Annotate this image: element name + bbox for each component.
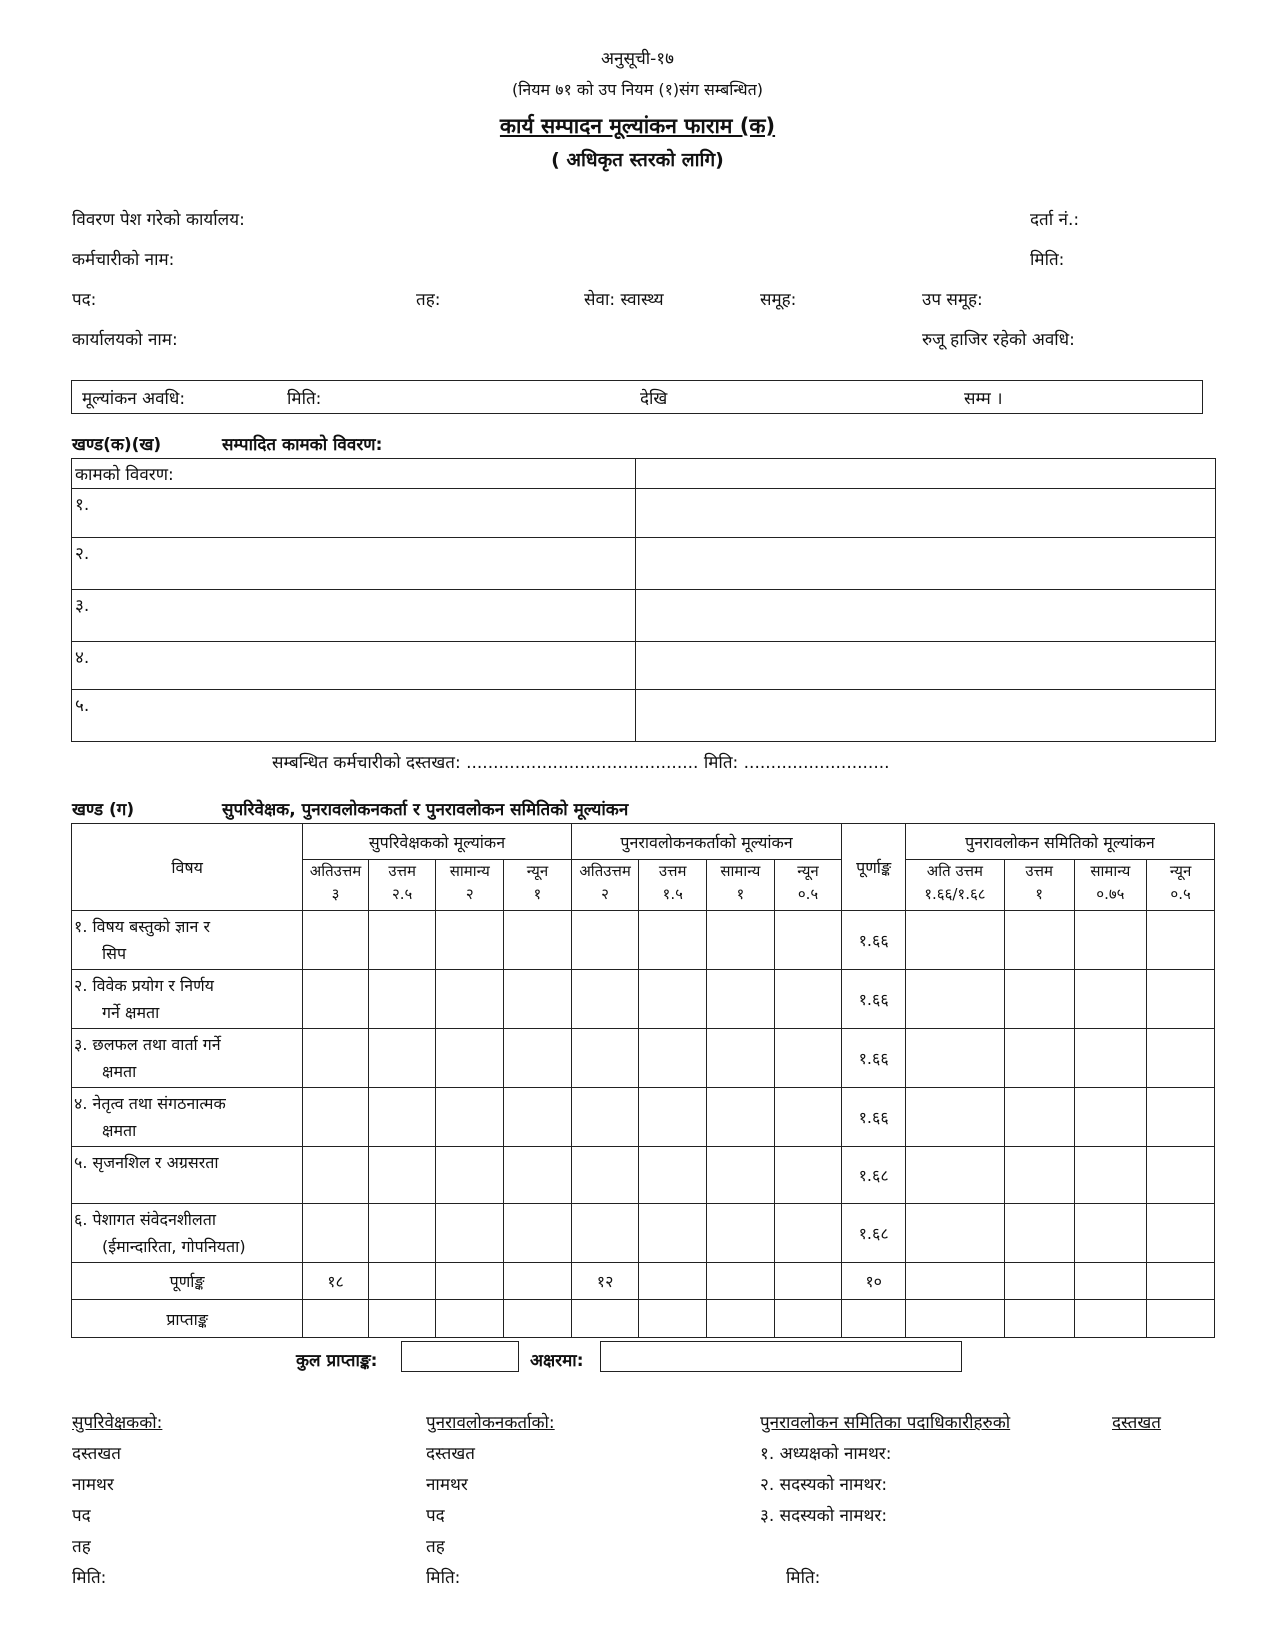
- score-cell[interactable]: [303, 1029, 369, 1088]
- score-cell[interactable]: [436, 1088, 504, 1147]
- level-label: तह:: [416, 290, 441, 310]
- section-ga-title: सुपरिवेक्षक, पुनरावलोकनकर्ता र पुनरावलोकन समितिको मूल्यांकन: [222, 800, 629, 820]
- reviewer-post: पद: [426, 1506, 445, 1526]
- score-cell[interactable]: [303, 1088, 369, 1147]
- supervisor-total: १८: [303, 1263, 369, 1300]
- work-row-number: २.: [72, 538, 636, 590]
- committee-score-cell[interactable]: [1004, 911, 1074, 970]
- supervisor-evaluation-header: सुपरिवेक्षकको मूल्यांकन: [303, 824, 572, 860]
- score-cell[interactable]: [571, 1204, 639, 1263]
- committee-score-cell[interactable]: [1004, 1147, 1074, 1204]
- row-full-marks: १.६८: [842, 1204, 906, 1263]
- table-row: [72, 1147, 1215, 1204]
- supervisor-col-good: उत्तम २.५: [368, 860, 436, 911]
- score-cell[interactable]: [639, 911, 707, 970]
- evaluation-subject: २. विवेक प्रयोग र निर्णय गर्ने क्षमता: [72, 970, 303, 1029]
- supervisor-date: मिति:: [72, 1568, 107, 1588]
- evaluation-subject: ६. पेशागत संवेदनशीलता (ईमान्दारिता, गोपनियता): [72, 1204, 303, 1263]
- score-cell[interactable]: [436, 1147, 504, 1204]
- work-row-number: १.: [72, 489, 636, 538]
- reviewer-signature: दस्तखत: [426, 1444, 475, 1464]
- score-cell[interactable]: [639, 1029, 707, 1088]
- reviewer-col-low: न्यून ०.५: [774, 860, 842, 911]
- score-cell[interactable]: [368, 1147, 436, 1204]
- score-cell[interactable]: [774, 1147, 842, 1204]
- supervisor-signature: दस्तखत: [72, 1444, 121, 1464]
- subgroup-label: उप समूह:: [922, 290, 983, 310]
- table-row: [72, 1088, 1215, 1147]
- committee-col-average: सामान्य ०.७५: [1074, 860, 1147, 911]
- reviewer-signature-heading: पुनरावलोकनकर्ताको:: [426, 1413, 555, 1433]
- row-full-marks: १.६६: [842, 911, 906, 970]
- obtained-marks-label: प्राप्ताङ्क: [72, 1300, 303, 1338]
- rule-reference: (नियम ७१ को उप नियम (१)संग सम्बन्धित): [512, 80, 763, 99]
- table-row: [72, 590, 1216, 642]
- score-cell[interactable]: [504, 1147, 572, 1204]
- score-cell[interactable]: [303, 911, 369, 970]
- score-cell[interactable]: [303, 1147, 369, 1204]
- office-submitted-label: विवरण पेश गरेको कार्यालय:: [72, 210, 245, 230]
- committee-score-cell[interactable]: [1147, 1147, 1215, 1204]
- work-description-header: कामको विवरण:: [72, 459, 636, 489]
- table-row: [72, 1029, 1215, 1088]
- score-cell[interactable]: [639, 1088, 707, 1147]
- registration-number-label: दर्ता नं.:: [1030, 210, 1080, 230]
- row-full-marks: १.६६: [842, 1088, 906, 1147]
- score-cell[interactable]: [571, 1088, 639, 1147]
- committee-col-low: न्यून ०.५: [1147, 860, 1215, 911]
- score-cell[interactable]: [436, 1029, 504, 1088]
- score-cell[interactable]: [774, 1204, 842, 1263]
- evaluation-subject: ४. नेतृत्व तथा संगठनात्मक क्षमता: [72, 1088, 303, 1147]
- committee-col-excellent: अति उत्तम १.६६/१.६८: [905, 860, 1004, 911]
- work-description-header-blank: [636, 459, 1216, 489]
- table-row: [72, 690, 1216, 742]
- supervisor-level: तह: [72, 1537, 91, 1557]
- work-row-number: ३.: [72, 590, 636, 642]
- committee-score-cell[interactable]: [1074, 1204, 1147, 1263]
- committee-score-cell[interactable]: [1074, 1147, 1147, 1204]
- committee-score-cell[interactable]: [1147, 1088, 1215, 1147]
- reviewer-evaluation-header: पुनरावलोकनकर्ताको मूल्यांकन: [571, 824, 842, 860]
- committee-score-cell[interactable]: [1147, 1029, 1215, 1088]
- work-row-detail[interactable]: [636, 538, 1216, 590]
- score-cell[interactable]: [639, 970, 707, 1029]
- committee-score-cell[interactable]: [905, 911, 1004, 970]
- office-name-label: कार्यालयको नाम:: [72, 330, 178, 350]
- total-obtained-label: कुल प्राप्ताङ्क:: [296, 1351, 378, 1371]
- committee-score-cell[interactable]: [1074, 1029, 1147, 1088]
- score-cell[interactable]: [504, 1029, 572, 1088]
- score-cell[interactable]: [436, 911, 504, 970]
- schedule-number: अनुसूची-१७: [601, 49, 674, 69]
- reviewer-col-good: उत्तम १.५: [639, 860, 707, 911]
- section-ga-code: खण्ड (ग): [72, 800, 135, 820]
- total-marks-label: पूर्णाङ्क: [72, 1263, 303, 1300]
- evaluation-period-box: [71, 380, 1203, 414]
- evaluation-period-from: देखि: [640, 389, 668, 409]
- score-cell[interactable]: [368, 1088, 436, 1147]
- score-cell[interactable]: [707, 911, 775, 970]
- table-row: [72, 911, 1215, 970]
- score-cell[interactable]: [504, 1204, 572, 1263]
- score-cell[interactable]: [707, 1029, 775, 1088]
- work-row-detail[interactable]: [636, 690, 1216, 742]
- committee-score-cell[interactable]: [905, 1204, 1004, 1263]
- employee-name-label: कर्मचारीको नाम:: [72, 250, 175, 270]
- score-cell[interactable]: [571, 970, 639, 1029]
- score-cell[interactable]: [368, 1204, 436, 1263]
- total-marks-row: [72, 1263, 1215, 1300]
- evaluation-subject: ३. छलफल तथा वार्ता गर्ने क्षमता: [72, 1029, 303, 1088]
- score-cell[interactable]: [436, 970, 504, 1029]
- evaluation-period-to: सम्म ।: [964, 389, 1003, 409]
- score-cell[interactable]: [639, 1147, 707, 1204]
- committee-score-cell[interactable]: [1147, 1204, 1215, 1263]
- work-row-number: ५.: [72, 690, 636, 742]
- form-title: कार्य सम्पादन मूल्यांकन फाराम (क): [499, 114, 776, 138]
- work-row-detail[interactable]: [636, 642, 1216, 690]
- committee-chair-name: १. अध्यक्षको नामथर:: [760, 1444, 892, 1464]
- score-cell[interactable]: [303, 970, 369, 1029]
- score-cell[interactable]: [368, 970, 436, 1029]
- score-cell[interactable]: [774, 1088, 842, 1147]
- table-row: [72, 489, 1216, 538]
- score-cell[interactable]: [571, 1147, 639, 1204]
- score-cell[interactable]: [639, 1204, 707, 1263]
- score-cell[interactable]: [707, 1204, 775, 1263]
- committee-score-cell[interactable]: [905, 970, 1004, 1029]
- committee-col-good: उत्तम १: [1004, 860, 1074, 911]
- evaluation-period-label: मूल्यांकन अवधि:: [82, 389, 186, 409]
- work-description-table: [71, 458, 1216, 742]
- section-kakha-code: खण्ड(क)(ख): [72, 435, 162, 455]
- score-cell[interactable]: [774, 911, 842, 970]
- in-words-input[interactable]: [600, 1341, 962, 1372]
- total-obtained-input[interactable]: [401, 1341, 519, 1372]
- evaluation-subject: ५. सृजनशिल र अग्रसरता: [72, 1147, 303, 1204]
- score-cell[interactable]: [571, 1029, 639, 1088]
- score-cell[interactable]: [571, 911, 639, 970]
- committee-member1-name: २. सदस्यको नामथर:: [760, 1475, 888, 1495]
- score-cell[interactable]: [504, 1088, 572, 1147]
- service-label: सेवा: स्वास्थ्य: [584, 290, 664, 310]
- work-row-detail[interactable]: [636, 590, 1216, 642]
- full-marks-header: पूर्णाङ्क: [842, 824, 906, 911]
- row-full-marks: १.६६: [842, 1029, 906, 1088]
- supervisor-signature-heading: सुपरिवेक्षकको:: [72, 1413, 163, 1433]
- committee-score-cell[interactable]: [1074, 1088, 1147, 1147]
- score-cell[interactable]: [368, 1029, 436, 1088]
- score-cell[interactable]: [303, 1204, 369, 1263]
- section-kakha-title: सम्पादित कामको विवरण:: [222, 435, 383, 455]
- post-label: पद:: [72, 290, 97, 310]
- full-marks-total: १०: [842, 1263, 906, 1300]
- score-cell[interactable]: [368, 911, 436, 970]
- form-subtitle: ( अधिकृत स्तरको लागि): [551, 149, 724, 171]
- work-row-number: ४.: [72, 642, 636, 690]
- in-words-label: अक्षरमा:: [530, 1351, 584, 1371]
- committee-score-cell[interactable]: [1004, 1088, 1074, 1147]
- score-cell[interactable]: [504, 970, 572, 1029]
- work-row-detail[interactable]: [636, 489, 1216, 538]
- committee-score-cell[interactable]: [905, 1147, 1004, 1204]
- committee-member2-name: ३. सदस्यको नामथर:: [760, 1506, 888, 1526]
- supervisor-post: पद: [72, 1506, 91, 1526]
- score-cell[interactable]: [774, 1029, 842, 1088]
- reviewer-col-excellent: अतिउत्तम २: [571, 860, 639, 911]
- date-label: मिति:: [1030, 250, 1065, 270]
- employee-signature-line: सम्बन्धित कर्मचारीको दस्तखत: ........................................... मिति: ...........................: [272, 753, 890, 773]
- committee-score-cell[interactable]: [1004, 970, 1074, 1029]
- committee-score-cell[interactable]: [1004, 1029, 1074, 1088]
- score-cell[interactable]: [707, 1088, 775, 1147]
- reviewer-name: नामथर: [426, 1475, 468, 1495]
- committee-date: मिति:: [786, 1568, 821, 1588]
- reviewer-date: मिति:: [426, 1568, 461, 1588]
- reviewer-level: तह: [426, 1537, 445, 1557]
- committee-score-cell[interactable]: [1147, 970, 1215, 1029]
- table-row: [72, 1204, 1215, 1263]
- score-cell[interactable]: [707, 1147, 775, 1204]
- score-cell[interactable]: [504, 911, 572, 970]
- supervisor-name: नामथर: [72, 1475, 114, 1495]
- score-cell[interactable]: [774, 970, 842, 1029]
- row-full-marks: १.६६: [842, 970, 906, 1029]
- committee-sign-heading: दस्तखत: [1112, 1413, 1161, 1433]
- committee-score-cell[interactable]: [1074, 970, 1147, 1029]
- committee-evaluation-header: पुनरावलोकन समितिको मूल्यांकन: [905, 824, 1214, 860]
- table-row: [72, 970, 1215, 1029]
- supervisor-col-low: न्यून १: [504, 860, 572, 911]
- row-full-marks: १.६८: [842, 1147, 906, 1204]
- table-row: [72, 642, 1216, 690]
- committee-score-cell[interactable]: [1074, 911, 1147, 970]
- group-label: समूह:: [760, 290, 797, 310]
- evaluation-table: [71, 823, 1215, 1338]
- attendance-period-label: रुजू हाजिर रहेको अवधि:: [922, 330, 1075, 350]
- reviewer-total: १२: [571, 1263, 639, 1300]
- score-cell[interactable]: [436, 1204, 504, 1263]
- score-cell[interactable]: [707, 970, 775, 1029]
- table-row: [72, 538, 1216, 590]
- evaluation-period-date-label: मिति:: [287, 389, 322, 409]
- reviewer-col-average: सामान्य १: [707, 860, 775, 911]
- committee-score-cell[interactable]: [1147, 911, 1215, 970]
- supervisor-col-average: सामान्य २: [436, 860, 504, 911]
- committee-score-cell[interactable]: [905, 1029, 1004, 1088]
- committee-heading: पुनरावलोकन समितिका पदाधिकारीहरुको: [760, 1413, 1011, 1433]
- evaluation-subject: १. विषय बस्तुको ज्ञान र सिप: [72, 911, 303, 970]
- subject-header: विषय: [72, 824, 303, 911]
- obtained-marks-row: [72, 1300, 1215, 1338]
- supervisor-col-excellent: अतिउत्तम ३: [303, 860, 369, 911]
- committee-score-cell[interactable]: [905, 1088, 1004, 1147]
- committee-score-cell[interactable]: [1004, 1204, 1074, 1263]
